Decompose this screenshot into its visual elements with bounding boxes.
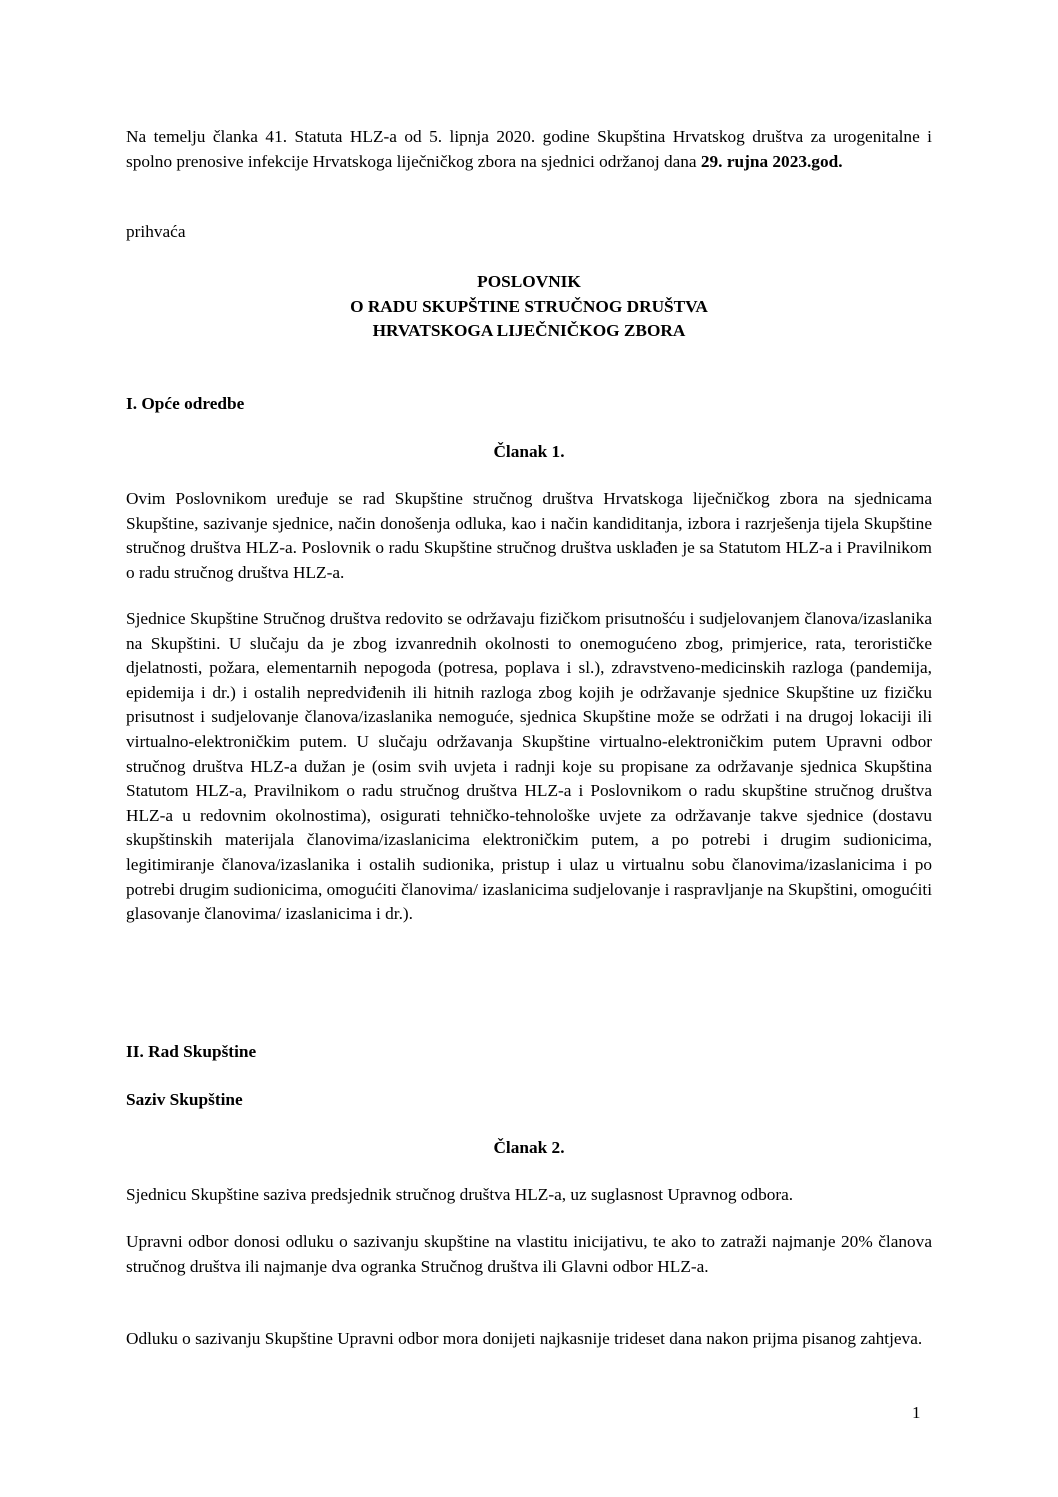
page-number: 1 [912, 1403, 921, 1422]
intro-paragraph [126, 125, 932, 174]
article-1-paragraph-1: Ovim Poslovnikom uređuje se rad Skupštine stručnog društva Hrvatskoga liječničkog zbora na sjednicama Skupštine, sazivanje sjednice, način donošenja odluka, kao i način kandiditanja, izbora i razrješenja tijela Skupštine stručnog društva HLZ-a. Poslovnik o radu Skupštine stručnog društva usklađen je sa Statutom HLZ-a i Pravilnikom o radu stručnog društva HLZ-a. [126, 489, 932, 582]
session-date: 29. rujna 2023.god. [700, 151, 843, 171]
article-2-paragraph-3: Odluku o sazivanju Skupštine Upravni odbor mora donijeti najkasnije trideset dana nakon prijma pisanog zahtjeva. [126, 1329, 923, 1348]
title-line-3: HRVATSKOGA LIJEČNIČKOG ZBORA [372, 321, 686, 341]
title-line-1: POSLOVNIK [477, 272, 581, 291]
article-1-paragraph-2: Sjednice Skupštine Stručnog društva redovito se održavaju fizičkom prisutnošću i sudjelovanjem članova/izaslanika na Skupštini. U slučaju da je zbog izvanrednih okolnosti to onemogućeno zbog, primjerice, rata, terorističke djelatnosti, požara, elementarnih nepogoda (potresa, poplava i sl.), zdravstveno-medicinskih razloga (pandemija, epidemija i dr.) i ostalih nepredviđenih ili hitnih razloga zbog kojih je održavanje sjednice Skupštine uz fizičku prisutnost i sudjelovanje članova/izaslanika nemoguće, sjednica Skupštine može se održati i na drugoj lokaciji ili virtualno-elektroničkim putem. U slučaju održavanja Skupštine virtualno-elektroničkim putem Upravni odbor stručnog društva HLZ-a dužan je (osim svih uvjeta i radnji koje su propisane za održavanje sjednica Skupština Statutom HLZ-a, Pravilnikom o radu stručnog društva HLZ-a i Poslovnikom o radu skupštine stručnog društva HLZ-a u redovnim okolnostima), osigurati tehničko-tehnološke uvjete za održavanje takve sjednice (dostavu skupštinskih materijala članovima/izaslanicima elektroničkim putem, a po potrebi i drugim sudionicima, legitimiranje članova/izaslanika i ostalih sudionika, pristup i ulaz u virtualnu sobu članovima/izaslanicima i po potrebi drugim sudionicima, omogućiti članovima/ izaslanicima sudjelovanje i raspravljanje na Skupštini, omogućiti glasovanje članovima/ izaslanicima i dr.). [126, 609, 932, 924]
article-1-heading: Članak 1. [493, 442, 565, 461]
article-2-paragraph-2: Upravni odbor donosi odluku o sazivanju skupštine na vlastitu inicijativu, te ako to zatraži najmanje 20% članova stručnog društva ili najmanje dva ogranka Stručnog društva ili Glavni odbor HLZ-a. [126, 1232, 932, 1276]
section-2-subheading: Saziv Skupštine [126, 1090, 243, 1109]
article-2-paragraph-1: Sjednicu Skupštine saziva predsjednik stručnog društva HLZ-a, uz suglasnost Upravnog odbora. [126, 1185, 794, 1204]
accepts-text: prihvaća [126, 222, 186, 241]
intro-text: Na temelju članka 41. Statuta HLZ-a od 5. lipnja 2020. godine Skupština Hrvatskog društva za urogenitalne i spolno prenosive infekcije Hrvatskoga liječničkog zbora na sjednici održanoj dana [126, 127, 932, 171]
article-2-heading: Članak 2. [493, 1138, 565, 1157]
document-title [126, 270, 932, 344]
section-1-heading: I. Opće odredbe [126, 394, 245, 413]
title-line-2: O RADU SKUPŠTINE STRUČNOG DRUŠTVA [350, 296, 708, 316]
section-2-heading: II. Rad Skupštine [126, 1042, 257, 1061]
